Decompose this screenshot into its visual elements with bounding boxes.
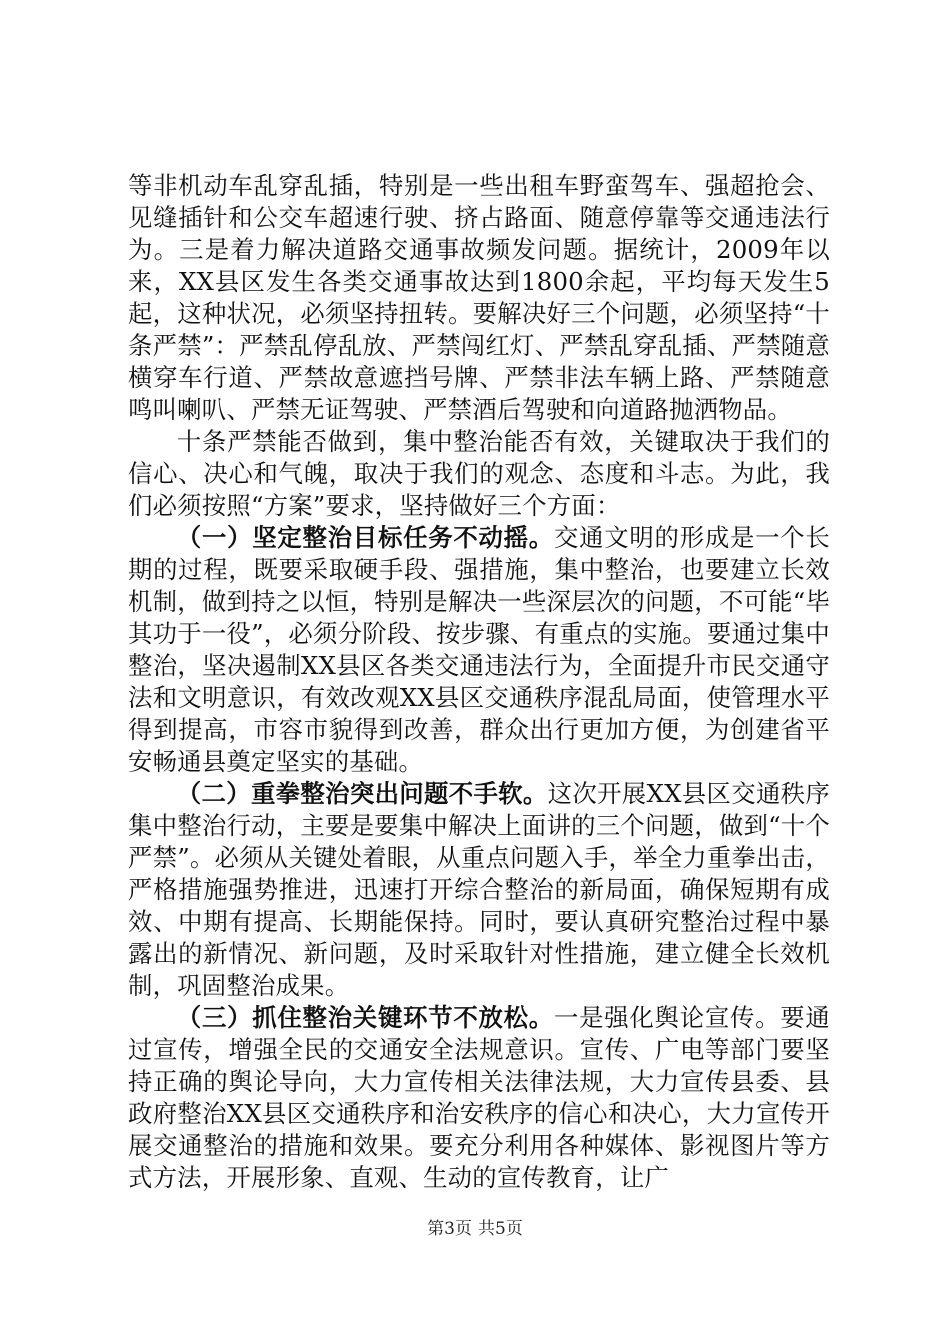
- page-footer: [0, 1218, 950, 1240]
- section-two: [128, 778, 830, 1002]
- section-one-heading: （一）坚定整治目标任务不动摇。: [176, 523, 554, 552]
- section-one: [128, 522, 830, 778]
- page-total: 共5页: [478, 1219, 523, 1239]
- section-three-heading: （三）抓住整治关键环节不放松。: [176, 1003, 554, 1032]
- section-one-body: 交通文明的形成是一个长期的过程，既要采取硬手段、强措施，集中整治，也要建立长效机制，做到持之以恒，特别是解决一些深层次的问题，不可能“毕其功于一役”，必须分阶段、按步骤、有重点的实施。要通过集中整治，坚决遏制XX县区各类交通违法行为，全面提升市民交通守法和文明意识，有效改观XX县区交通秩序混乱局面，使管理水平得到提高，市容市貌得到改善，群众出行更加方便，为创建省平安畅通县奠定坚实的基础。: [128, 523, 830, 776]
- document-body: [128, 170, 830, 1194]
- section-two-heading: （二）重拳整治突出问题不手软。: [176, 779, 548, 808]
- section-two-body: 这次开展XX县区交通秩序集中整治行动，主要是要集中解决上面讲的三个问题，做到“十个严禁”。必须从关键处着眼，从重点问题入手，举全力重拳出击，严格措施强势推进，迅速打开综合整治的新局面，确保短期有成效、中期有提高、长期能保持。同时，要认真研究整治过程中暴露出的新情况、新问题，及时采取针对性措施，建立健全长效机制，巩固整治成果。: [128, 779, 830, 1000]
- section-three-body: 一是强化舆论宣传。要通过宣传，增强全民的交通安全法规意识。宣传、广电等部门要坚持正确的舆论导向，大力宣传相关法律法规，大力宣传县委、县政府整治XX县区交通秩序和治安秩序的信心和决心，大力宣传开展交通整治的措施和效果。要充分利用各种媒体、影视图片等方式方法，开展形象、直观、生动的宣传教育，让广: [128, 1003, 830, 1192]
- paragraph-intro: 十条严禁能否做到，集中整治能否有效，关键取决于我们的信心、决心和气魄，取决于我们的观念、态度和斗志。为此，我们必须按照“方案”要求，坚持做好三个方面：: [128, 427, 830, 520]
- section-three: [128, 1002, 830, 1194]
- paragraph-continuation: 等非机动车乱穿乱插，特别是一些出租车野蛮驾车、强超抢会、见缝插针和公交车超速行驶、挤占路面、随意停靠等交通违法行为。三是着力解决道路交通事故频发问题。据统计，2009年以来，XX县区发生各类交通事故达到1800余起，平均每天发生5起，这种状况，必须坚持扭转。要解决好三个问题，必须坚持“十条严禁”：严禁乱停乱放、严禁闯红灯、严禁乱穿乱插、严禁随意横穿车行道、严禁故意遮挡号牌、严禁非法车辆上路、严禁随意鸣叫喇叭、严禁无证驾驶、严禁酒后驾驶和向道路抛洒物品。: [128, 171, 830, 424]
- page-number: 第3页: [427, 1219, 472, 1239]
